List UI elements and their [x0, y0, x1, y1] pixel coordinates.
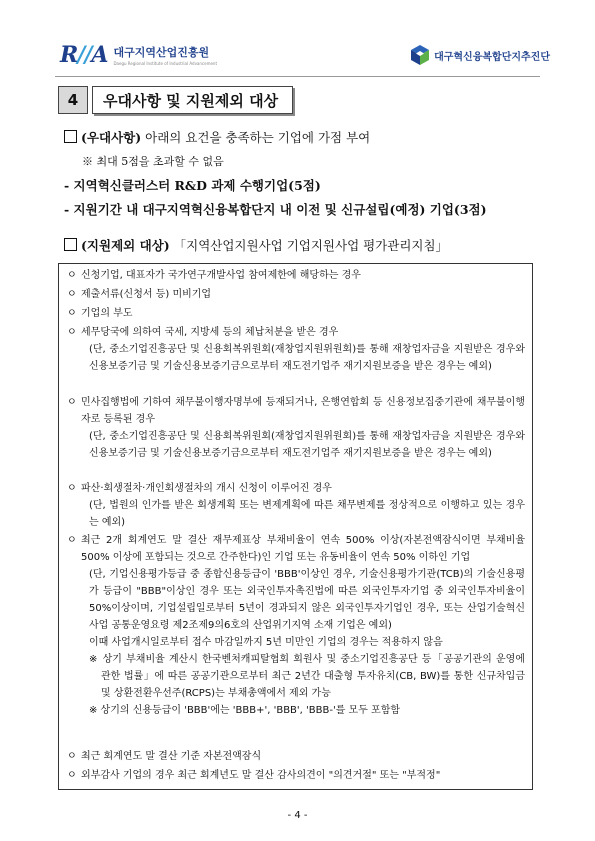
exclusion-label: (지원제외 대상) [81, 238, 170, 253]
rule-item [67, 480, 525, 531]
rule-item [67, 267, 525, 284]
square-bullet-icon [64, 130, 77, 143]
rule-item [67, 532, 525, 719]
exclusion-text: 「지역산업지원사업 기업지원사업 평가관리지침」 [169, 238, 449, 253]
left-org-name: 대구지역산업진흥원 [113, 46, 210, 59]
rule-text: 최근 2개 회계연도 말 결산 재무제표상 부채비율이 연속 500% 이상(자본전액잠식이면 부채비율 500% 이상에 포함되는 것으로 간주한다)인 기업 또는 유동비율이 연속 50% 이하인 기업 [81, 535, 525, 563]
rule-item [67, 324, 525, 375]
rule-note: ※ 상기의 신용등급이 'BBB'에는 'BBB+', 'BBB', 'BBB-'를 모두 포함함 [89, 705, 401, 716]
rule-text: 제출서류(신청서 등) 미비기업 [81, 289, 212, 300]
preferential-item-2: - 지원기간 내 대구지역혁신융복합단지 내 이전 및 신규설립(예정) 기업(3점) [64, 202, 487, 217]
rule-item [67, 305, 525, 322]
rule-bullet: ㅇ [67, 483, 77, 494]
page-header [0, 0, 595, 80]
cube-logo-icon [411, 45, 429, 65]
rule-item [67, 394, 525, 462]
left-org-subtitle: Daegu Regional Institute of Industrial Advancement [113, 61, 218, 66]
riia-logo [60, 40, 217, 70]
rule-bullet: ㅇ [67, 270, 77, 281]
preferential-item-1: - 지역혁신클러스터 R&D 과제 수행기업(5점) [64, 178, 321, 193]
rule-text: 신청기업, 대표자가 국가연구개발사업 참여제한에 해당하는 경우 [81, 270, 361, 281]
exclusion-heading [64, 236, 448, 254]
header-divider [55, 76, 540, 77]
rule-bullet: ㅇ [67, 535, 77, 546]
rule-bullet: ㅇ [67, 308, 77, 319]
rule-text: 외부감사 기업의 경우 최근 회계년도 말 결산 감사의견이 "의견거절" 또는 "부적정" [81, 770, 441, 781]
rule-bullet: ㅇ [67, 770, 77, 781]
preferential-label: (우대사항) [81, 130, 142, 145]
daegu-innovation-logo [411, 40, 550, 70]
preferential-heading [64, 128, 370, 146]
rule-bullet: ㅇ [67, 751, 77, 762]
section-heading [58, 86, 293, 114]
rule-text: 기업의 부도 [81, 308, 133, 319]
preferential-note: ※ 최대 5점을 초과할 수 없음 [82, 155, 224, 168]
rule-exception: (단, 중소기업진흥공단 및 신용회복위원회(재창업지원위원회)를 통해 재창업자금을 지원받은 경우와 신용보증기금 및 기술신용보증기금으로부터 재도전기업주 재기지원보증을 받은 경우는 예외) [89, 344, 525, 372]
page-number: - 4 - [287, 810, 308, 821]
rule-exception: (단, 기업신용평가등급 중 종합신용등급이 'BBB'이상인 경우, 기술신용평가기관(TCB)의 기술신용평가 등급이 "BBB"이상인 경우 또는 외국인투자촉진법에 따른 외국인투자기업 중 외국인투자비율이 50%이상이며, 기업설립일로부터 5년이 경과되지 않은 외국인투자기업인 경우, 또는 산업기술혁신사업 공통운영요령 제2조제9의6호의 산업위기지역 소재 기업은 예외) [89, 569, 525, 631]
rule-item [67, 286, 525, 303]
rule-bullet: ㅇ [67, 397, 77, 408]
rule-note: ※ 상기 부채비율 계산시 한국벤처캐피탈협회 회원사 및 중소기업진흥공단 등「공공기관의 운영에 관한 법률」에 따른 공공기관으로부터 최근 2년간 대출형 투자유치(CB, BW)를 통한 신규차입금 및 상환전환우선주(RCPS)는 부채총액에서 제외 가능 [89, 654, 525, 699]
right-org-name: 대구혁신융복합단지추진단 [434, 51, 550, 63]
preferential-text: 아래의 요건을 충족하는 기업에 가점 부여 [141, 130, 371, 145]
rule-item [67, 767, 525, 784]
square-bullet-icon [64, 238, 77, 251]
rule-text: 파산·회생절차·개인회생절차의 개시 신청이 이루어진 경우 [81, 483, 332, 494]
rule-bullet: ㅇ [67, 327, 77, 338]
section-number: 4 [58, 86, 88, 114]
rule-item [67, 748, 525, 765]
rule-text: 세무당국에 의하여 국세, 지방세 등의 체납처분을 받은 경우 [81, 327, 339, 338]
exclusion-rules-box [58, 263, 533, 790]
rule-text: 최근 회계연도 말 결산 기준 자본전액잠식 [81, 751, 262, 762]
rule-bullet: ㅇ [67, 289, 77, 300]
riia-logo-mark: R//A [60, 42, 108, 68]
rule-exception: (단, 법원의 인가를 받은 회생계획 또는 변제계획에 따른 채무변제를 정상적으로 이행하고 있는 경우는 예외) [89, 500, 525, 528]
rule-condition: 이때 사업개시일로부터 접수 마감일까지 5년 미만인 기업의 경우는 적용하지 않음 [89, 637, 443, 648]
rule-text: 민사집행법에 기하여 채무불이행자명부에 등재되거나, 은행연합회 등 신용정보집중기관에 채무불이행자로 등록된 경우 [81, 397, 525, 425]
section-title: 우대사항 및 지원제외 대상 [92, 86, 293, 114]
rule-exception: (단, 중소기업진흥공단 및 신용회복위원회(재창업지원위원회)를 통해 재창업자금을 지원받은 경우와 신용보증기금 및 기술신용보증기금으로부터 재도전기업주 재기지원보증을 받은 경우는 예외) [89, 431, 525, 459]
